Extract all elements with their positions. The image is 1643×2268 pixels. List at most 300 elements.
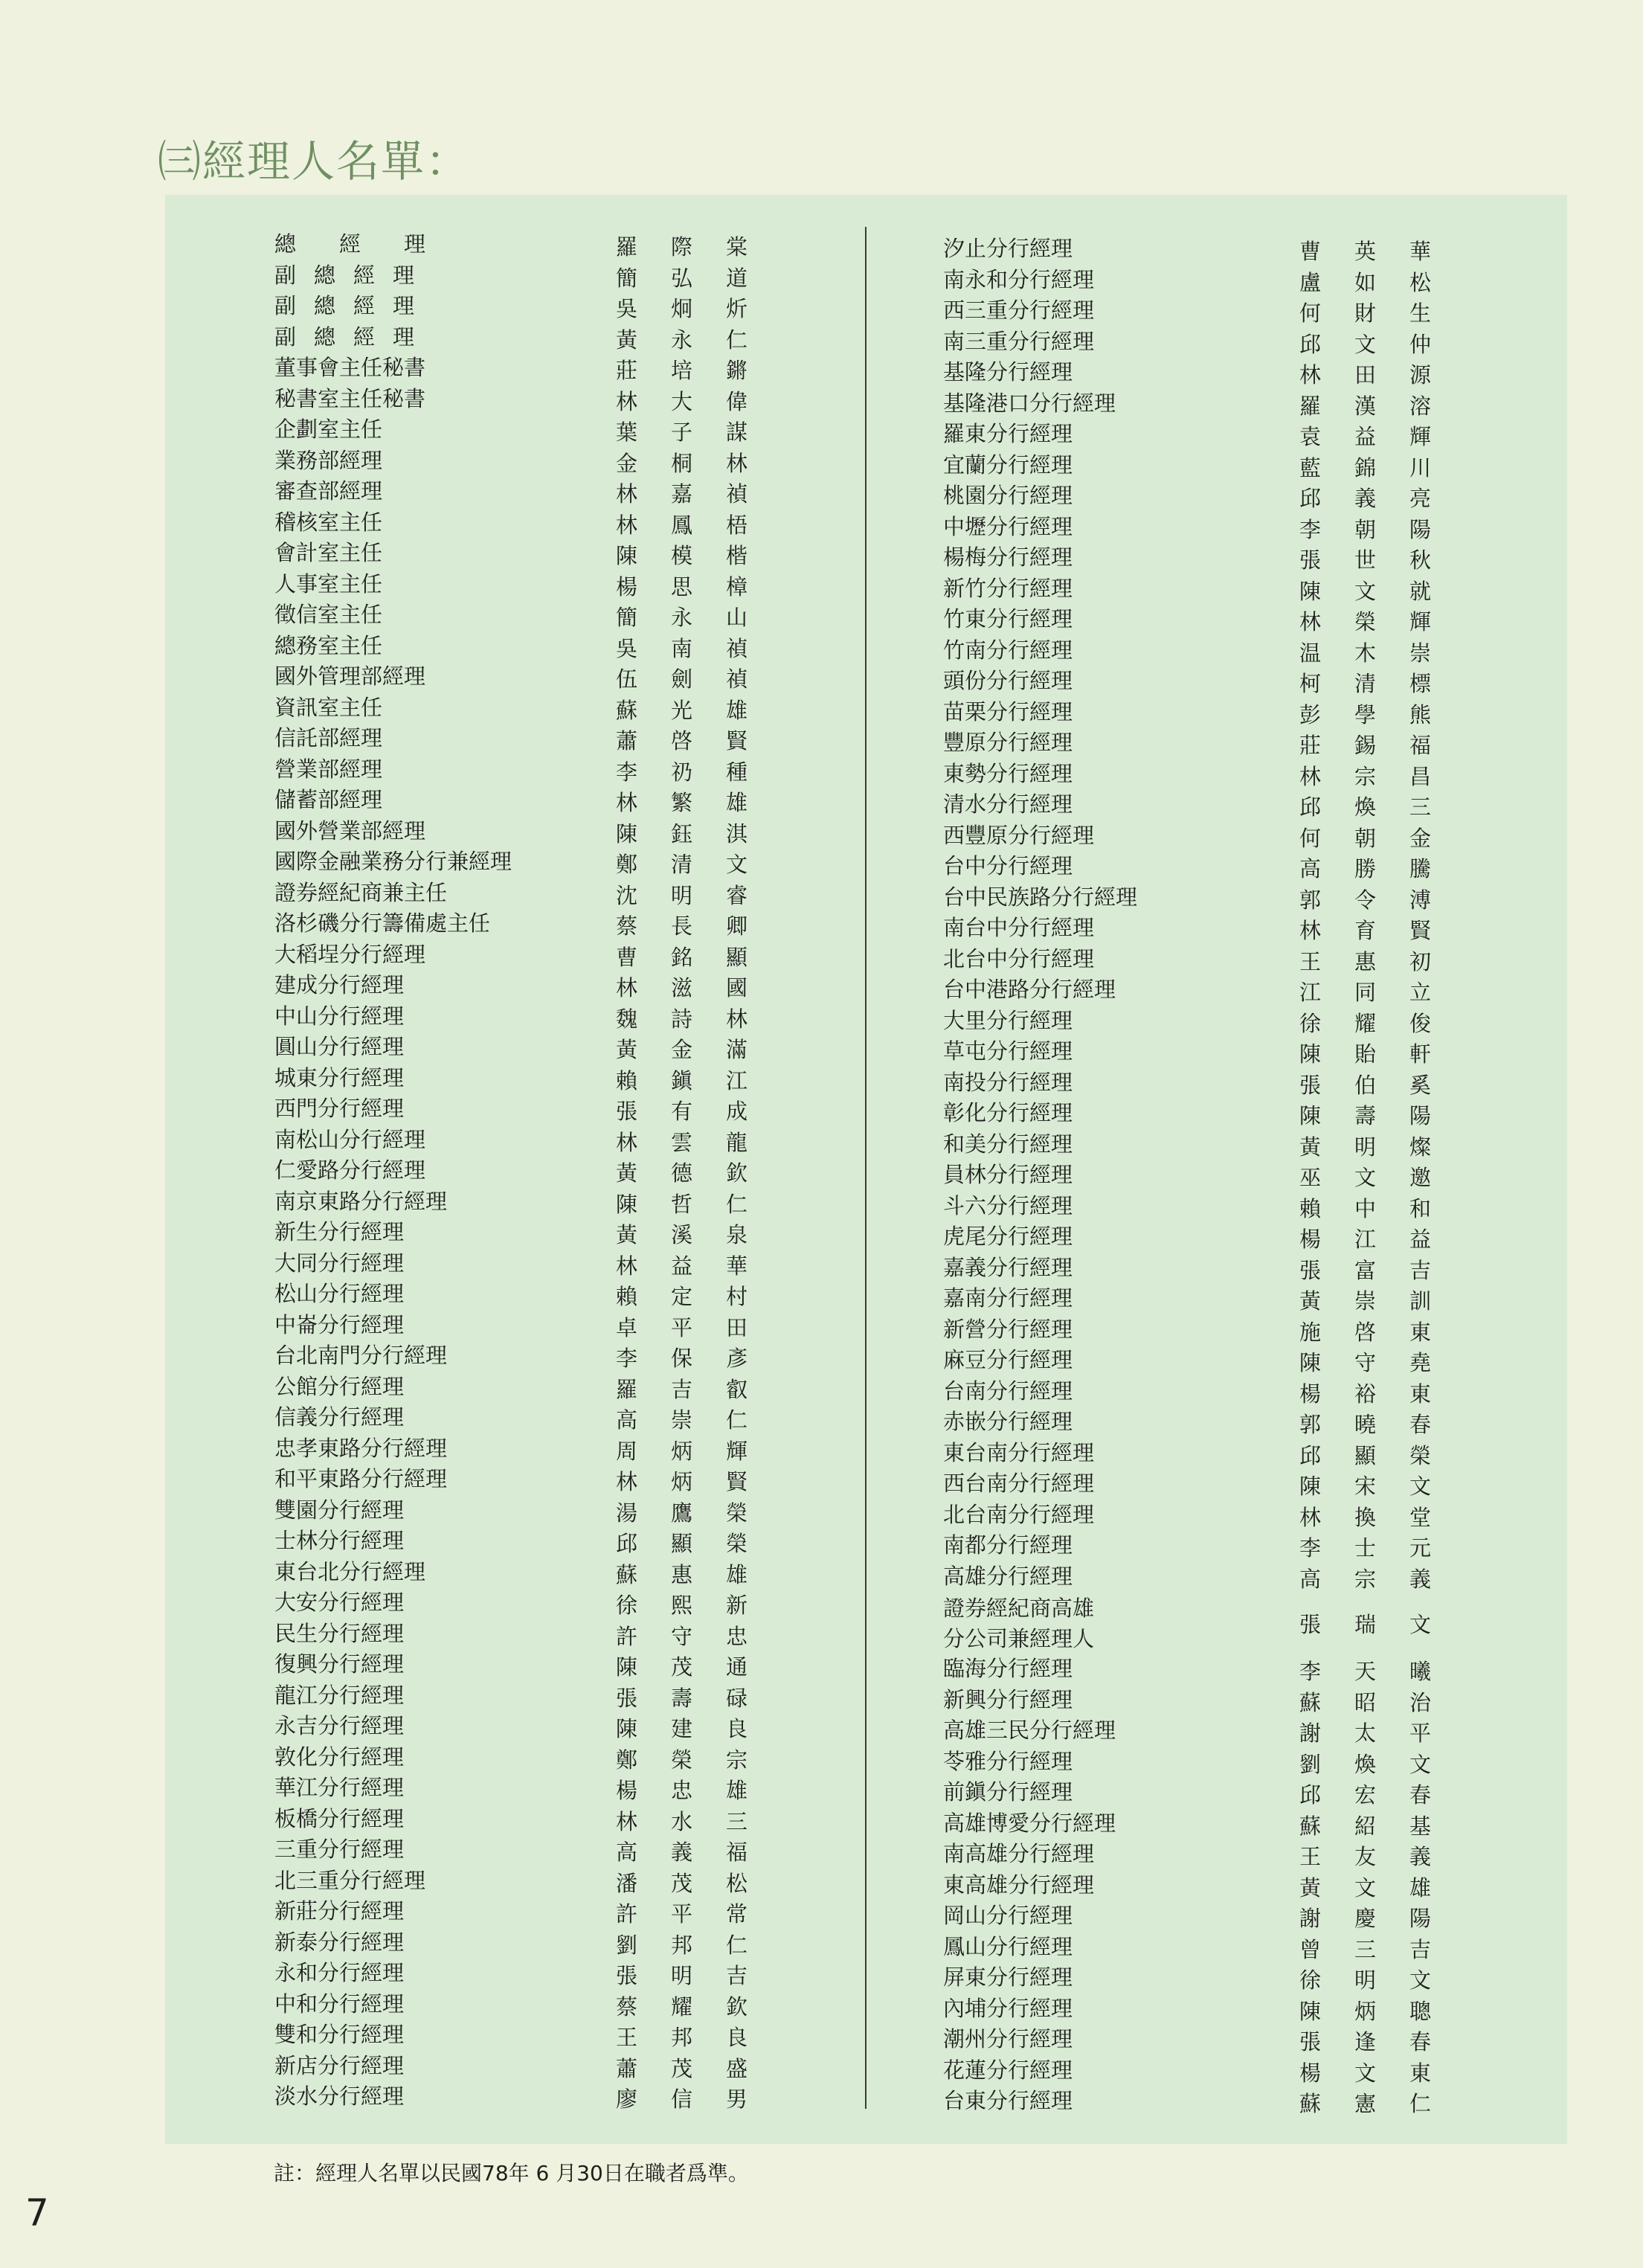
manager-name: 吳南禎 xyxy=(616,635,782,661)
position-title: 宜蘭分行經理 xyxy=(943,452,1073,478)
manager-name: 徐明文 xyxy=(1299,1967,1465,1993)
manager-name: 鄭清文 xyxy=(616,852,782,877)
manager-row xyxy=(274,324,944,354)
manager-row xyxy=(943,1532,1613,1562)
manager-name: 莊錫福 xyxy=(1299,733,1465,758)
manager-name: 蕭啓賢 xyxy=(616,728,782,754)
position-title: 汐止分行經理 xyxy=(943,236,1073,261)
manager-name: 蘇光雄 xyxy=(616,697,782,723)
manager-name: 楊江益 xyxy=(1299,1227,1465,1252)
position-title: 臨海分行經理 xyxy=(943,1656,1073,1681)
manager-row xyxy=(943,1408,1613,1439)
position-title: 高雄分行經理 xyxy=(943,1563,1073,1589)
manager-row xyxy=(943,605,1613,636)
manager-row xyxy=(943,1995,1613,2026)
manager-name: 蘇憲仁 xyxy=(1299,2091,1465,2116)
manager-name: 李礽種 xyxy=(616,759,782,785)
manager-row xyxy=(274,632,944,663)
position-title: 東台北分行經理 xyxy=(274,1558,426,1584)
manager-row xyxy=(274,416,944,446)
manager-name: 邱宏春 xyxy=(1299,1782,1465,1808)
manager-row xyxy=(274,1959,944,1990)
position-title: 新興分行經理 xyxy=(943,1686,1073,1712)
position-title: 副總經理 xyxy=(274,293,433,318)
manager-row xyxy=(943,1872,1613,1902)
manager-row xyxy=(943,513,1613,544)
position-title: 仁愛路分行經理 xyxy=(274,1157,426,1183)
position-title: 大里分行經理 xyxy=(943,1007,1073,1033)
manager-name: 李天曦 xyxy=(1299,1659,1465,1684)
manager-name: 邱文仲 xyxy=(1299,331,1465,357)
manager-name: 徐熙新 xyxy=(616,1593,782,1618)
manager-name: 曾三吉 xyxy=(1299,1936,1465,1962)
manager-row xyxy=(274,756,944,786)
manager-name: 蘇紹基 xyxy=(1299,1813,1465,1839)
position-title: 公館分行經理 xyxy=(274,1373,405,1399)
manager-name: 張有成 xyxy=(616,1099,782,1124)
manager-row xyxy=(274,478,944,508)
manager-row xyxy=(943,1254,1613,1285)
manager-name: 蘇惠雄 xyxy=(616,1561,782,1587)
manager-row xyxy=(274,1867,944,1898)
manager-name: 蔡耀欽 xyxy=(616,1994,782,2020)
manager-name: 邱煥三 xyxy=(1299,794,1465,820)
manager-name: 羅際棠 xyxy=(616,234,782,260)
footnote: 註：經理人名單以民國78年 6 月30日在職者爲準。 xyxy=(274,2161,749,2185)
manager-name: 陳模楷 xyxy=(616,543,782,568)
manager-name: 李保彥 xyxy=(616,1346,782,1371)
manager-row xyxy=(943,359,1613,389)
manager-name: 羅吉叡 xyxy=(616,1376,782,1402)
position-title: 竹東分行經理 xyxy=(943,606,1073,632)
manager-name: 林水三 xyxy=(616,1808,782,1834)
position-title: 復興分行經理 xyxy=(274,1651,405,1677)
manager-row xyxy=(943,1748,1613,1779)
manager-row xyxy=(274,1342,944,1372)
position-title: 新店分行經理 xyxy=(274,2052,405,2078)
manager-name: 林田源 xyxy=(1299,362,1465,388)
manager-row xyxy=(274,1929,944,1959)
position-title: 台中分行經理 xyxy=(943,853,1073,878)
manager-row xyxy=(274,1497,944,1527)
manager-row xyxy=(274,509,944,539)
position-title: 南都分行經理 xyxy=(943,1532,1073,1558)
position-title: 竹南分行經理 xyxy=(943,637,1073,663)
manager-row xyxy=(274,694,944,725)
position-title: 企劃室主任 xyxy=(274,417,383,442)
manager-row xyxy=(943,1779,1613,1809)
position-title: 民生分行經理 xyxy=(274,1620,405,1646)
manager-name: 黃文雄 xyxy=(1299,1875,1465,1901)
position-title: 斗六分行經理 xyxy=(943,1192,1073,1218)
manager-row xyxy=(274,2083,944,2113)
manager-name: 陳哲仁 xyxy=(616,1191,782,1217)
position-title: 頭份分行經理 xyxy=(943,668,1073,693)
manager-name: 何朝金 xyxy=(1299,825,1465,851)
position-title: 城東分行經理 xyxy=(274,1064,405,1090)
manager-name: 潘茂松 xyxy=(616,1870,782,1896)
manager-row xyxy=(943,1933,1613,1964)
manager-row xyxy=(943,266,1613,297)
position-title: 新生分行經理 xyxy=(274,1219,405,1244)
manager-name: 劉煥文 xyxy=(1299,1751,1465,1777)
manager-name: 黃崇訓 xyxy=(1299,1288,1465,1314)
manager-name: 黃溪泉 xyxy=(616,1222,782,1247)
manager-row xyxy=(943,1007,1613,1038)
manager-row xyxy=(274,725,944,755)
position-title: 鳳山分行經理 xyxy=(943,1933,1073,1959)
manager-name: 郭令溥 xyxy=(1299,887,1465,913)
manager-name: 魏詩林 xyxy=(616,1006,782,1032)
manager-name: 李士元 xyxy=(1299,1535,1465,1561)
manager-row xyxy=(274,817,944,848)
manager-row xyxy=(274,1188,944,1218)
position-title: 永吉分行經理 xyxy=(274,1713,405,1738)
position-title: 大稻埕分行經理 xyxy=(274,941,426,967)
position-title: 西豐原分行經理 xyxy=(943,822,1095,848)
position-title: 淡水分行經理 xyxy=(274,2084,405,2109)
manager-name: 許平常 xyxy=(616,1901,782,1927)
manager-row xyxy=(274,1311,944,1342)
manager-name: 李朝陽 xyxy=(1299,516,1465,542)
manager-name: 王邦良 xyxy=(616,2025,782,2050)
manager-name: 陳宋文 xyxy=(1299,1474,1465,1499)
manager-name: 陳茂通 xyxy=(616,1654,782,1680)
position-title: 板橋分行經理 xyxy=(274,1805,405,1831)
manager-name: 盧如松 xyxy=(1299,269,1465,295)
position-title: 西台南分行經理 xyxy=(943,1471,1095,1496)
manager-row xyxy=(274,1651,944,1681)
manager-row xyxy=(274,1712,944,1743)
manager-name: 吳炯炘 xyxy=(616,296,782,321)
manager-name: 林榮輝 xyxy=(1299,609,1465,635)
position-title: 洛杉磯分行籌備處主任 xyxy=(274,910,491,936)
manager-row xyxy=(274,2052,944,2083)
manager-name: 陳壽陽 xyxy=(1299,1103,1465,1128)
manager-row xyxy=(274,1250,944,1280)
manager-row xyxy=(274,539,944,570)
position-title: 副總經理 xyxy=(274,262,433,288)
manager-row xyxy=(943,544,1613,574)
manager-name: 楊忠雄 xyxy=(616,1778,782,1803)
position-title: 建成分行經理 xyxy=(274,972,405,998)
manager-name: 張瑞文 xyxy=(1299,1612,1465,1637)
manager-name: 賴定村 xyxy=(616,1284,782,1309)
section-title: ㈢經理人名單： xyxy=(158,136,471,187)
manager-name: 廖信男 xyxy=(616,2087,782,2112)
manager-row xyxy=(943,1346,1613,1377)
manager-row xyxy=(943,1038,1613,1068)
position-title: 東勢分行經理 xyxy=(943,760,1073,786)
position-title: 羅東分行經理 xyxy=(943,421,1073,446)
manager-name: 林大偉 xyxy=(616,388,782,414)
manager-name: 陳貽軒 xyxy=(1299,1041,1465,1067)
position-title: 內埔分行經理 xyxy=(943,1995,1073,2021)
manager-name: 楊文東 xyxy=(1299,2060,1465,2086)
position-title: 徵信室主任 xyxy=(274,602,383,627)
manager-name: 金桐林 xyxy=(616,450,782,476)
manager-row xyxy=(943,1593,1613,1654)
manager-row xyxy=(274,879,944,910)
manager-row xyxy=(943,1131,1613,1161)
manager-name: 羅漢溶 xyxy=(1299,393,1465,419)
manager-name: 周炳輝 xyxy=(616,1438,782,1464)
manager-name: 王惠初 xyxy=(1299,948,1465,974)
manager-row xyxy=(943,1316,1613,1346)
position-title: 南京東路分行經理 xyxy=(274,1188,448,1214)
position-title: 國外管理部經理 xyxy=(274,664,426,689)
position-title: 虎尾分行經理 xyxy=(943,1224,1073,1249)
manager-row xyxy=(943,2087,1613,2118)
position-title: 基隆港口分行經理 xyxy=(943,390,1116,416)
manager-row xyxy=(943,760,1613,791)
manager-row xyxy=(274,1126,944,1157)
manager-name: 湯鷹榮 xyxy=(616,1500,782,1526)
manager-row xyxy=(943,637,1613,667)
manager-row xyxy=(943,328,1613,359)
manager-name: 曹銘顯 xyxy=(616,944,782,970)
position-title: 潮州分行經理 xyxy=(943,2026,1073,2052)
manager-row xyxy=(943,452,1613,482)
manager-name: 林雲龍 xyxy=(616,1129,782,1155)
position-title: 南高雄分行經理 xyxy=(943,1841,1095,1866)
manager-name: 張逢春 xyxy=(1299,2029,1465,2055)
position-title: 和平東路分行經理 xyxy=(274,1466,448,1491)
manager-row xyxy=(274,262,944,292)
position-title: 嘉義分行經理 xyxy=(943,1254,1073,1280)
manager-name: 林繁雄 xyxy=(616,790,782,815)
manager-name: 張伯奚 xyxy=(1299,1072,1465,1098)
position-title: 清水分行經理 xyxy=(943,791,1073,817)
position-title: 楊梅分行經理 xyxy=(943,544,1073,570)
manager-name: 簡永山 xyxy=(616,605,782,630)
position-title: 北三重分行經理 xyxy=(274,1867,426,1893)
position-title: 北台南分行經理 xyxy=(943,1501,1095,1527)
manager-row xyxy=(943,1470,1613,1500)
manager-row xyxy=(943,390,1613,420)
manager-row xyxy=(943,1439,1613,1470)
manager-name: 張明吉 xyxy=(616,1963,782,1988)
manager-row xyxy=(943,884,1613,914)
position-title: 和美分行經理 xyxy=(943,1131,1073,1157)
manager-row xyxy=(943,1161,1613,1192)
position-title: 大同分行經理 xyxy=(274,1250,405,1276)
position-title: 資訊室主任 xyxy=(274,694,383,720)
manager-row xyxy=(274,2021,944,2052)
manager-row xyxy=(943,482,1613,513)
manager-name: 黃明燦 xyxy=(1299,1134,1465,1160)
manager-row xyxy=(943,1069,1613,1099)
manager-row xyxy=(943,1223,1613,1253)
manager-row xyxy=(943,2026,1613,2056)
position-title: 台中港路分行經理 xyxy=(943,977,1116,1002)
manager-name: 柯清標 xyxy=(1299,671,1465,696)
position-title: 台北南門分行經理 xyxy=(274,1343,448,1368)
position-title: 信託部經理 xyxy=(274,725,383,751)
position-title: 高雄三民分行經理 xyxy=(943,1718,1116,1743)
manager-name: 高宗義 xyxy=(1299,1566,1465,1592)
position-title: 證券經紀商兼主任 xyxy=(274,879,448,905)
manager-row xyxy=(943,1501,1613,1532)
manager-row xyxy=(274,971,944,1002)
manager-row xyxy=(274,1620,944,1651)
position-title: 雙園分行經理 xyxy=(274,1497,405,1523)
manager-row xyxy=(943,2057,1613,2087)
manager-row xyxy=(274,1805,944,1836)
manager-name: 邱顯榮 xyxy=(1299,1442,1465,1468)
position-title: 副總經理 xyxy=(274,324,433,350)
position-title: 赤嵌分行經理 xyxy=(943,1409,1073,1434)
manager-name: 林育賢 xyxy=(1299,918,1465,943)
position-title: 會計室主任 xyxy=(274,540,383,565)
position-title: 中壢分行經理 xyxy=(943,513,1073,539)
position-title: 儲蓄部經理 xyxy=(274,787,383,812)
position-title: 敦化分行經理 xyxy=(274,1744,405,1770)
manager-row xyxy=(274,1589,944,1619)
position-title: 苗栗分行經理 xyxy=(943,698,1073,725)
position-title: 員林分行經理 xyxy=(943,1162,1073,1187)
manager-row xyxy=(943,852,1613,883)
manager-row xyxy=(274,385,944,416)
manager-name: 鄭榮宗 xyxy=(616,1747,782,1773)
manager-row xyxy=(943,235,1613,266)
manager-row xyxy=(274,1435,944,1465)
manager-row xyxy=(274,1991,944,2021)
position-title: 基隆分行經理 xyxy=(943,359,1073,385)
manager-name: 陳守堯 xyxy=(1299,1350,1465,1375)
manager-name: 楊裕東 xyxy=(1299,1381,1465,1407)
position-title: 苓雅分行經理 xyxy=(943,1748,1073,1774)
manager-name: 謝慶陽 xyxy=(1299,1906,1465,1931)
manager-row xyxy=(274,1465,944,1496)
position-title: 大安分行經理 xyxy=(274,1590,405,1615)
manager-row xyxy=(943,1686,1613,1717)
manager-row xyxy=(274,1774,944,1805)
manager-name: 黃永仁 xyxy=(616,327,782,353)
manager-row xyxy=(274,1095,944,1125)
manager-row xyxy=(943,822,1613,852)
manager-row xyxy=(274,1157,944,1187)
manager-row xyxy=(274,447,944,478)
manager-name: 徐耀俊 xyxy=(1299,1010,1465,1036)
manager-row xyxy=(274,1033,944,1064)
position-title: 圓山分行經理 xyxy=(274,1034,405,1059)
position-title: 西三重分行經理 xyxy=(943,298,1095,323)
position-title: 秘書室主任秘書 xyxy=(274,385,426,411)
manager-name: 莊培鏘 xyxy=(616,358,782,383)
manager-name: 江同立 xyxy=(1299,980,1465,1005)
manager-name: 卓平田 xyxy=(616,1314,782,1340)
position-title: 國外營業部經理 xyxy=(274,817,426,844)
position-title: 豐原分行經理 xyxy=(943,730,1073,755)
position-title: 台南分行經理 xyxy=(943,1378,1073,1404)
position-title: 台中民族路分行經理 xyxy=(943,884,1138,910)
position-title: 稽核室主任 xyxy=(274,509,383,535)
manager-row xyxy=(943,1655,1613,1686)
manager-name: 許守忠 xyxy=(616,1623,782,1649)
manager-name: 林嘉禎 xyxy=(616,481,782,507)
position-title: 草屯分行經理 xyxy=(943,1038,1073,1064)
manager-row xyxy=(943,1378,1613,1408)
manager-name: 藍錦川 xyxy=(1299,454,1465,481)
manager-name: 王友義 xyxy=(1299,1844,1465,1869)
position-title: 新莊分行經理 xyxy=(274,1898,405,1924)
position-title: 中和分行經理 xyxy=(274,1991,405,2017)
manager-name: 賴中和 xyxy=(1299,1195,1465,1221)
manager-name: 邱顯榮 xyxy=(616,1531,782,1556)
position-title: 永和分行經理 xyxy=(274,1960,405,1985)
manager-row xyxy=(274,1218,944,1249)
position-title: 國際金融業務分行兼經理 xyxy=(274,849,512,874)
manager-row xyxy=(274,1280,944,1311)
manager-name: 巫文邀 xyxy=(1299,1165,1465,1190)
manager-name: 黃金滿 xyxy=(616,1037,782,1062)
position-title: 麻豆分行經理 xyxy=(943,1347,1073,1372)
manager-row xyxy=(274,941,944,971)
manager-name: 陳鈺淇 xyxy=(616,820,782,847)
manager-name: 邱義亮 xyxy=(1299,486,1465,511)
position-title: 南松山分行經理 xyxy=(274,1126,426,1152)
manager-row xyxy=(943,1563,1613,1593)
position-title: 雙和分行經理 xyxy=(274,2022,405,2047)
manager-name: 施啓東 xyxy=(1299,1319,1465,1345)
manager-name: 張世秋 xyxy=(1299,547,1465,573)
manager-row xyxy=(274,1682,944,1712)
position-title: 前鎭分行經理 xyxy=(943,1779,1073,1805)
manager-row xyxy=(943,1840,1613,1871)
manager-row xyxy=(274,1404,944,1434)
position-title: 松山分行經理 xyxy=(274,1281,405,1306)
manager-name: 謝太平 xyxy=(1299,1721,1465,1746)
manager-row xyxy=(943,1964,1613,1994)
manager-name: 張壽碌 xyxy=(616,1685,782,1711)
position-title: 華江分行經理 xyxy=(274,1775,405,1800)
manager-row xyxy=(943,729,1613,759)
position-title: 中山分行經理 xyxy=(274,1003,405,1029)
manager-name: 林益華 xyxy=(616,1253,782,1279)
manager-name: 林滋國 xyxy=(616,975,782,1000)
position-title: 彰化分行經理 xyxy=(943,1100,1073,1125)
position-title: 西門分行經理 xyxy=(274,1096,405,1121)
manager-row xyxy=(943,1810,1613,1840)
position-title: 忠孝東路分行經理 xyxy=(274,1435,448,1461)
manager-name: 何財生 xyxy=(1299,301,1465,326)
position-title: 證券經紀商高雄 分公司兼經理人 xyxy=(943,1596,1095,1651)
manager-row xyxy=(274,292,944,323)
position-title: 南台中分行經理 xyxy=(943,915,1095,940)
position-title: 北台中分行經理 xyxy=(943,945,1095,971)
manager-row xyxy=(943,914,1613,945)
manager-name: 郭曉春 xyxy=(1299,1412,1465,1437)
manager-name: 袁益輝 xyxy=(1299,424,1465,449)
position-title: 龍江分行經理 xyxy=(274,1682,405,1708)
position-title: 岡山分行經理 xyxy=(943,1903,1073,1928)
position-title: 新泰分行經理 xyxy=(274,1929,405,1955)
manager-name: 蔡長卿 xyxy=(616,913,782,939)
position-title: 南三重分行經理 xyxy=(943,328,1095,354)
position-title: 人事室主任 xyxy=(274,571,383,597)
position-title: 台東分行經理 xyxy=(943,2088,1073,2113)
position-title: 嘉南分行經理 xyxy=(943,1285,1073,1311)
position-title: 東高雄分行經理 xyxy=(943,1872,1095,1898)
manager-name: 林鳳梧 xyxy=(616,512,782,538)
manager-row xyxy=(943,667,1613,698)
page-number: 7 xyxy=(25,2191,49,2235)
manager-row xyxy=(274,910,944,940)
manager-row xyxy=(943,297,1613,327)
position-title: 東台南分行經理 xyxy=(943,1439,1095,1465)
position-title: 總經理 xyxy=(274,231,469,257)
